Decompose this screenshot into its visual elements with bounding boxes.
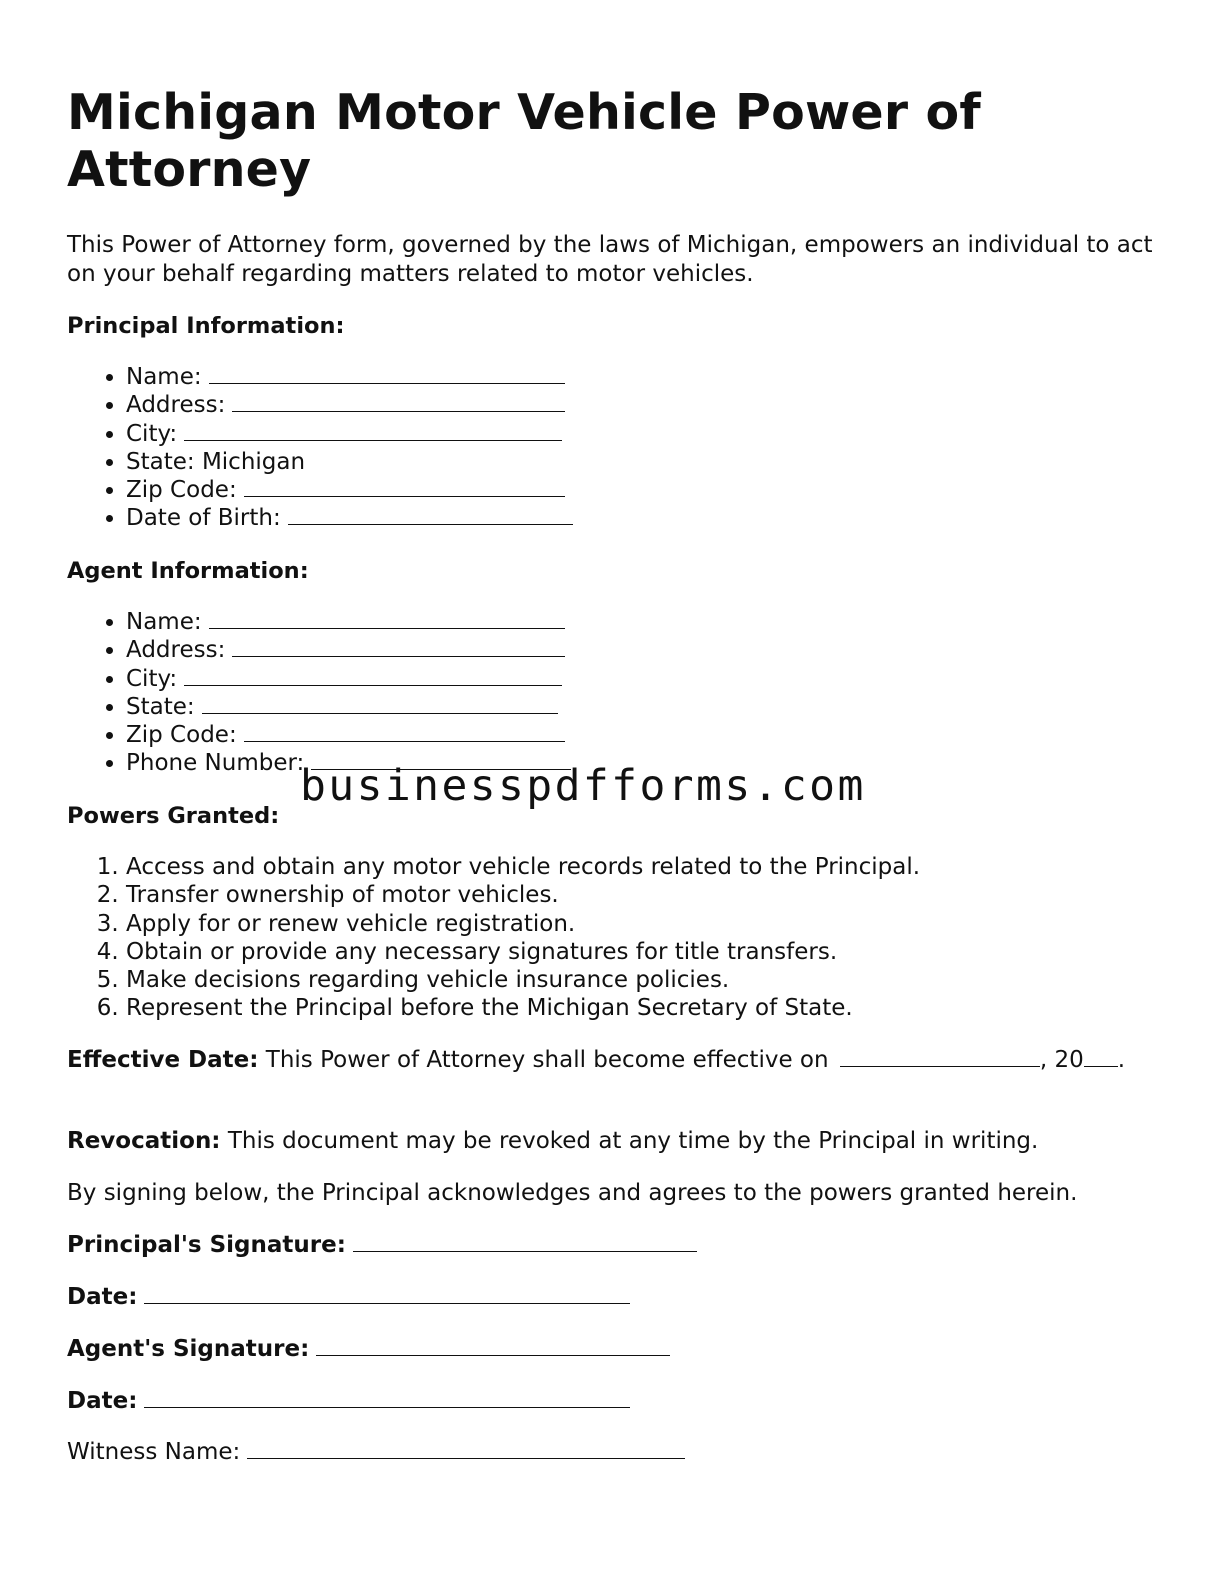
principal-fields-list xyxy=(67,363,573,533)
agent-fields-list xyxy=(67,608,571,778)
principal-heading: Principal Information: xyxy=(67,313,345,339)
revocation-label: Revocation: xyxy=(67,1128,221,1154)
principal-zip-blank[interactable] xyxy=(244,476,565,497)
agent-signature-line: Agent's Signature: xyxy=(67,1335,670,1363)
power-item: 5. Make decisions regarding vehicle insurance policies. xyxy=(126,966,920,994)
principal-address-field: • Address: xyxy=(126,391,573,419)
agent-phone-field: • Phone Number: xyxy=(126,749,571,777)
agent-name-blank[interactable] xyxy=(209,608,565,629)
principal-signature-blank[interactable] xyxy=(353,1231,697,1252)
power-item: 3. Apply for or renew vehicle registration. xyxy=(126,910,920,938)
principal-city-field: • City: xyxy=(126,420,573,448)
acknowledgement-paragraph: By signing below, the Principal acknowledges and agrees to the powers granted herein. xyxy=(67,1180,1078,1206)
watermark-text: businesspdfforms.com xyxy=(300,761,866,811)
revocation-paragraph xyxy=(67,1127,1038,1156)
revocation-text: This document may be revoked at any time by the Principal in writing. xyxy=(227,1128,1039,1154)
principal-zip-field: • Zip Code: xyxy=(126,476,573,504)
effective-date-text: This Power of Attorney shall become effective on xyxy=(265,1047,829,1073)
agent-signature-blank[interactable] xyxy=(316,1335,670,1356)
power-item: 2. Transfer ownership of motor vehicles. xyxy=(126,881,920,909)
agent-state-field: • State: xyxy=(126,693,571,721)
effective-date-label: Effective Date: xyxy=(67,1047,259,1073)
date-line-2: Date: xyxy=(67,1387,630,1415)
principal-name-blank[interactable] xyxy=(209,363,565,384)
principal-address-blank[interactable] xyxy=(232,391,565,412)
power-item: 4. Obtain or provide any necessary signatures for title transfers. xyxy=(126,938,920,966)
date-blank-2[interactable] xyxy=(144,1387,630,1408)
principal-dob-blank[interactable] xyxy=(288,504,573,525)
intro-paragraph: This Power of Attorney form, governed by the laws of Michigan, empowers an individual to act on your behalf regarding matters related to motor vehicles. xyxy=(67,232,1153,287)
principal-state-field: • State: Michigan xyxy=(126,448,573,476)
effective-year-prefix: 20 xyxy=(1054,1047,1084,1073)
agent-zip-field: • Zip Code: xyxy=(126,721,571,749)
date-line-1: Date: xyxy=(67,1283,630,1311)
agent-city-blank[interactable] xyxy=(184,665,562,686)
witness-name-blank[interactable] xyxy=(247,1438,685,1459)
agent-zip-blank[interactable] xyxy=(244,721,565,742)
document-title: Michigan Motor Vehicle Power of Attorney xyxy=(67,84,981,198)
effective-year-blank[interactable] xyxy=(1084,1046,1118,1067)
power-item: 6. Represent the Principal before the Michigan Secretary of State. xyxy=(126,994,920,1022)
agent-city-field: • City: xyxy=(126,665,571,693)
powers-heading: Powers Granted: xyxy=(67,803,280,829)
agent-heading: Agent Information: xyxy=(67,558,309,584)
agent-state-blank[interactable] xyxy=(202,693,558,714)
effective-date-paragraph: Effective Date: This Power of Attorney shall become effective on , 20 . xyxy=(67,1047,1126,1073)
agent-address-blank[interactable] xyxy=(232,636,565,657)
effective-date-blank[interactable] xyxy=(840,1046,1040,1067)
agent-name-field: • Name: xyxy=(126,608,571,636)
powers-list xyxy=(67,853,920,1023)
power-item: 1. Access and obtain any motor vehicle records related to the Principal. xyxy=(126,853,920,881)
agent-address-field: • Address: xyxy=(126,636,571,664)
witness-name-line: Witness Name: xyxy=(67,1438,685,1466)
principal-signature-line: Principal's Signature: xyxy=(67,1231,697,1259)
principal-name-field: • Name: xyxy=(126,363,573,391)
principal-city-blank[interactable] xyxy=(184,420,562,441)
date-blank-1[interactable] xyxy=(144,1283,630,1304)
principal-dob-field: • Date of Birth: xyxy=(126,504,573,532)
